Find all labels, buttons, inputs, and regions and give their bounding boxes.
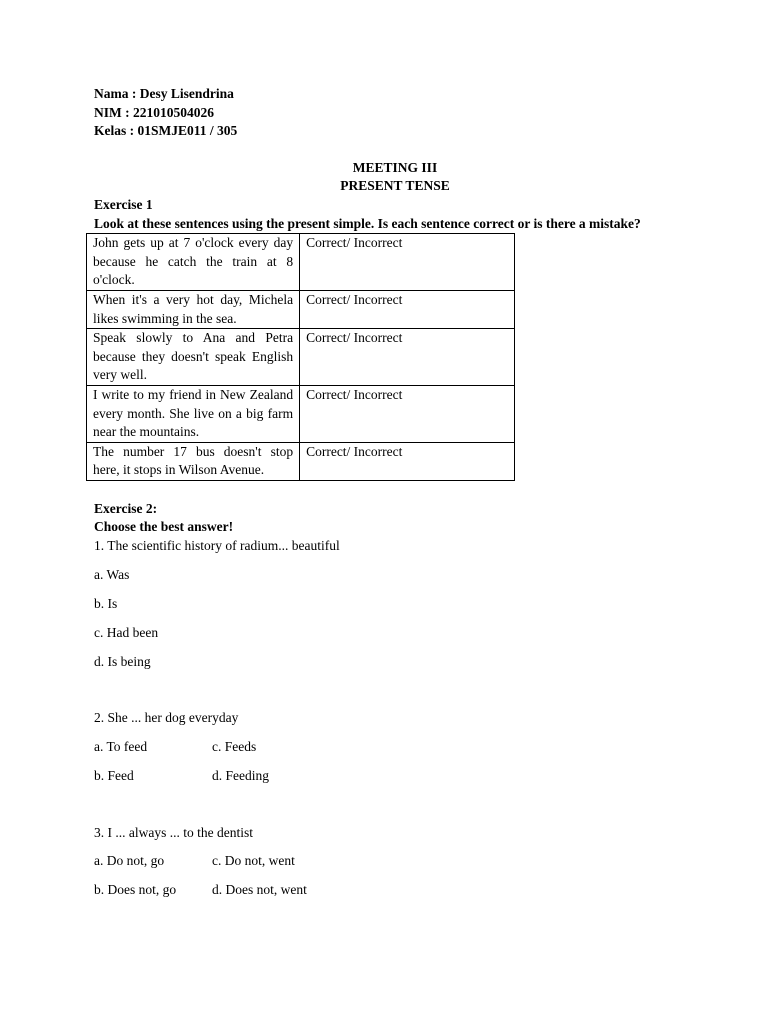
sentence-cell: Speak slowly to Ana and Petra because they doesn't speak English very well. [87, 329, 300, 386]
answer-cell: Correct/ Incorrect [300, 442, 515, 480]
topic-title: PRESENT TENSE [340, 178, 450, 194]
table-row [87, 234, 515, 291]
answer-cell: Correct/ Incorrect [300, 385, 515, 442]
exercise2-heading: Exercise 2: [94, 500, 158, 516]
q3-option-c: c. Do not, went [212, 853, 295, 869]
exercise1-instruction: Look at these sentences using the present simple. Is each sentence correct or is there a mistake? [94, 215, 641, 231]
q3-option-d: d. Does not, went [212, 882, 307, 898]
exercise1-heading: Exercise 1 [94, 196, 153, 212]
q1-option-a: a. Was [94, 566, 130, 582]
table-row [87, 329, 515, 386]
answer-cell: Correct/ Incorrect [300, 329, 515, 386]
document-page [94, 85, 696, 900]
question-3: 3. I ... always ... to the dentist [94, 824, 253, 840]
q3-option-b: b. Does not, go [94, 882, 177, 898]
q2-option-c: c. Feeds [212, 739, 257, 755]
exercise1-table [86, 233, 515, 481]
table-row [87, 385, 515, 442]
question-1: 1. The scientific history of radium... beautiful [94, 538, 340, 554]
q2-options-row-1 [94, 738, 696, 757]
q2-option-b: b. Feed [94, 768, 134, 783]
sentence-cell: John gets up at 7 o'clock every day because he catch the train at 8 o'clock. [87, 234, 300, 291]
sentence-cell: When it's a very hot day, Michela likes swimming in the sea. [87, 290, 300, 328]
q2-options-row-2 [94, 767, 696, 786]
table-row [87, 290, 515, 328]
q3-options-row-1 [94, 852, 696, 871]
q2-option-d: d. Feeding [212, 768, 269, 783]
q1-option-b: b. Is [94, 595, 118, 611]
student-class: Kelas : 01SMJE011 / 305 [94, 123, 238, 139]
sentence-cell: I write to my friend in New Zealand every month. She live on a big farm near the mountains. [87, 385, 300, 442]
answer-cell: Correct/ Incorrect [300, 234, 515, 291]
student-nim: NIM : 221010504026 [94, 104, 214, 120]
exercise2-instruction: Choose the best answer! [94, 519, 234, 535]
q3-option-a: a. Do not, go [94, 853, 165, 869]
q2-option-a: a. To feed [94, 739, 148, 755]
q1-option-c: c. Had been [94, 624, 159, 640]
student-name: Nama : Desy Lisendrina [94, 86, 234, 101]
answer-cell: Correct/ Incorrect [300, 290, 515, 328]
meeting-title: MEETING III [352, 159, 438, 175]
q1-option-d: d. Is being [94, 653, 151, 669]
question-2: 2. She ... her dog everyday [94, 710, 239, 726]
table-row [87, 442, 515, 480]
sentence-cell: The number 17 bus doesn't stop here, it stops in Wilson Avenue. [87, 442, 300, 480]
q3-options-row-2 [94, 881, 696, 900]
